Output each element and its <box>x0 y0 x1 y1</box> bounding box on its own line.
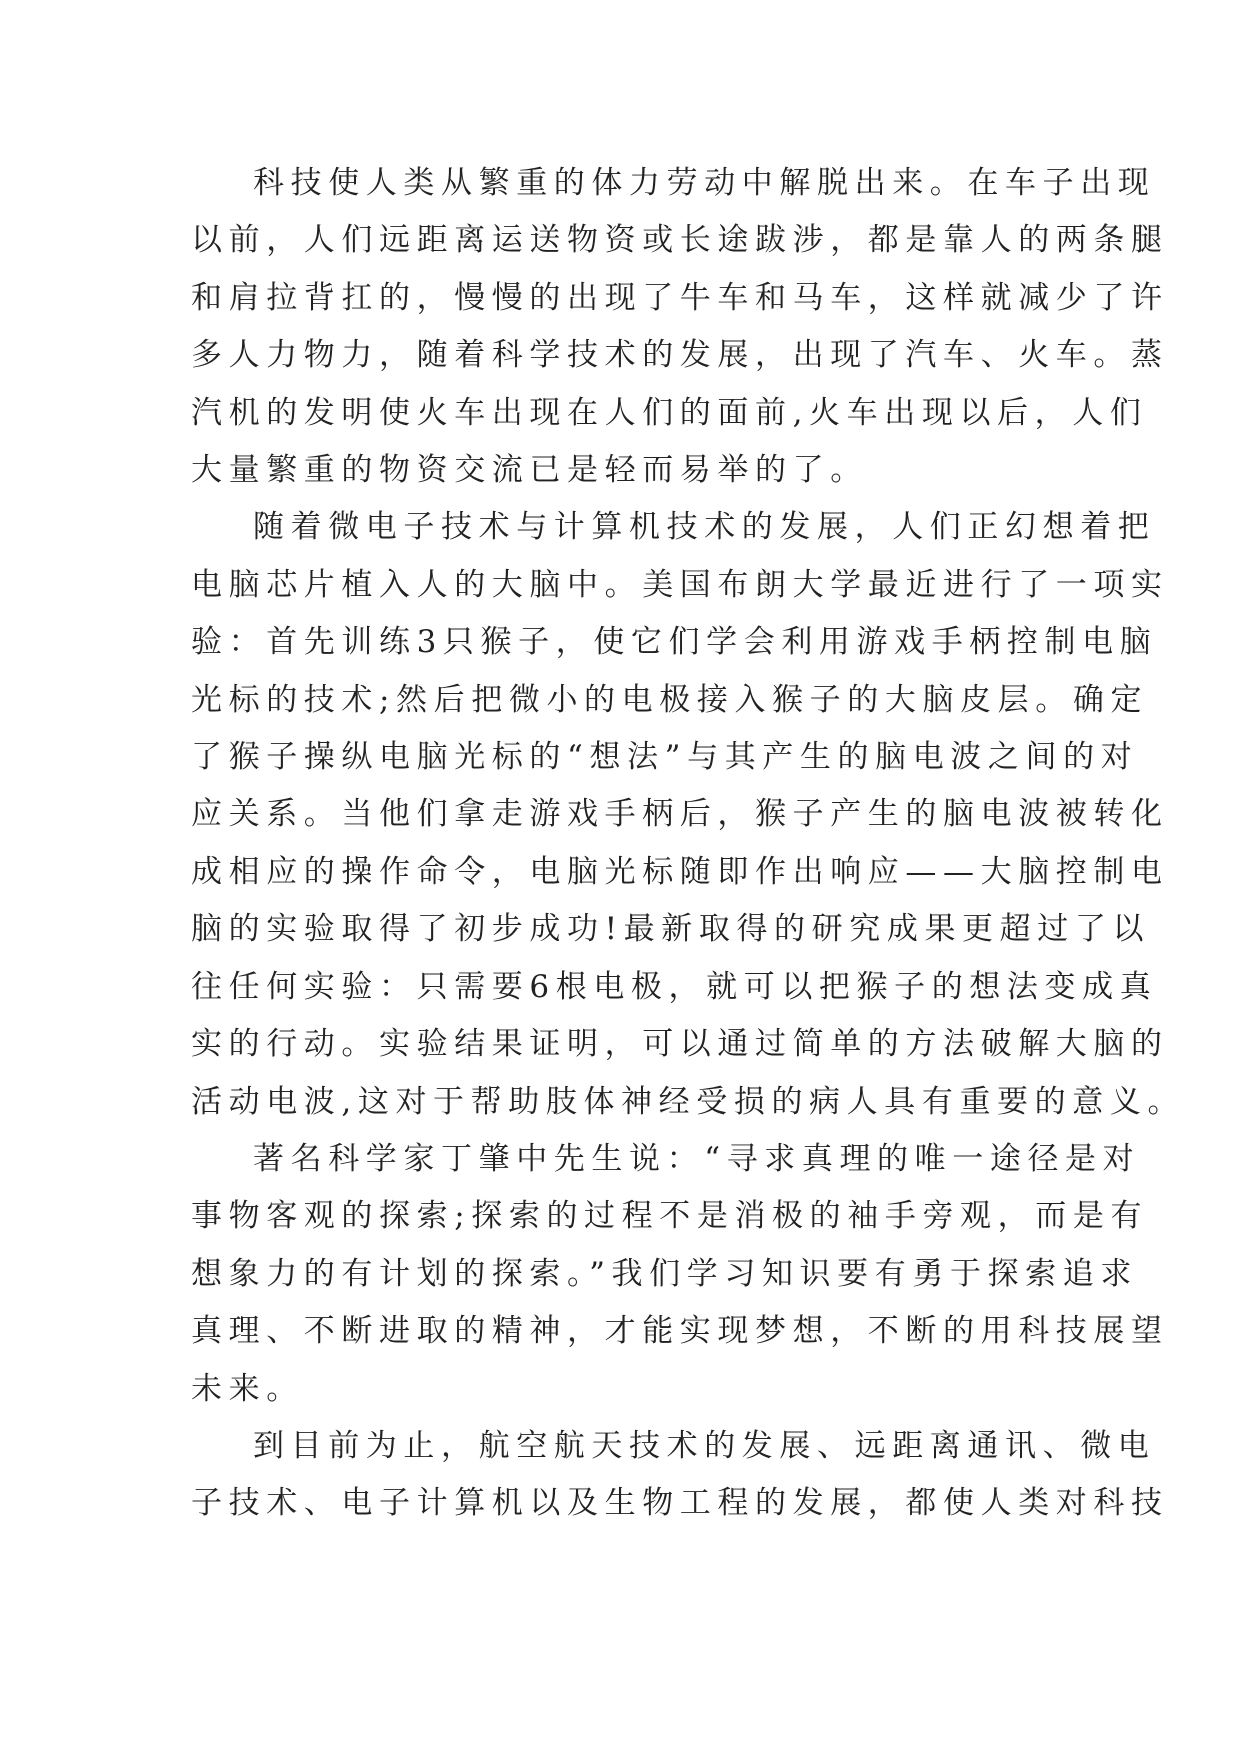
text-line: 了猴子操纵电脑光标的“想法”与其产生的脑电波之间的对 <box>191 739 1139 776</box>
text-line: 著名科学家丁肇中先生说：“寻求真理的唯一途径是对 <box>253 1140 1141 1177</box>
text-line: 多人力物力，随着科学技术的发展，出现了汽车、火车。蒸 <box>191 337 1169 374</box>
text-line: 未来。 <box>191 1370 304 1407</box>
text-line: 和肩拉背扛的，慢慢的出现了牛车和马车，这样就减少了许 <box>191 279 1169 316</box>
document-body <box>191 155 1186 1533</box>
text-line: 光标的技术;然后把微小的电极接入猴子的大脑皮层。确定 <box>191 681 1149 718</box>
text-line: 电脑芯片植入人的大脑中。美国布朗大学最近进行了一项实 <box>191 566 1169 603</box>
text-line: 脑的实验取得了初步成功!最新取得的研究成果更超过了以 <box>191 911 1151 948</box>
text-line: 以前，人们远距离运送物资或长途跋涉，都是靠人的两条腿 <box>191 222 1169 259</box>
text-line: 到目前为止，航空航天技术的发展、远距离通讯、微电 <box>253 1427 1156 1464</box>
text-line: 科技使人类从繁重的体力劳动中解脱出来。在车子出现 <box>253 165 1156 201</box>
paragraph-4 <box>191 1418 1169 1533</box>
text-line: 应关系。当他们拿走游戏手柄后，猴子产生的脑电波被转化 <box>191 796 1169 833</box>
paragraph-1 <box>191 155 1169 499</box>
text-line: 汽机的发明使火车出现在人们的面前,火车出现以后，人们 <box>191 394 1148 431</box>
text-line: 活动电波,这对于帮助肢体神经受损的病人具有重要的意义。 <box>191 1083 1186 1120</box>
text-line: 成相应的操作命令，电脑光标随即作出响应——大脑控制电 <box>191 853 1169 890</box>
text-line: 真理、不断进取的精神，才能实现梦想，不断的用科技展望 <box>191 1313 1169 1350</box>
paragraph-2 <box>191 499 1186 1130</box>
text-line: 验：首先训练3只猴子，使它们学会利用游戏手柄控制电脑 <box>191 624 1158 661</box>
paragraph-3 <box>191 1131 1169 1418</box>
text-line: 往任何实验：只需要6根电极，就可以把猴子的想法变成真 <box>191 968 1158 1005</box>
text-line: 想象力的有计划的探索。”我们学习知识要有勇于探索追求 <box>191 1255 1138 1292</box>
text-line: 事物客观的探索;探索的过程不是消极的袖手旁观，而是有 <box>191 1198 1149 1235</box>
text-line: 随着微电子技术与计算机技术的发展，人们正幻想着把 <box>253 509 1156 546</box>
text-line: 实的行动。实验结果证明，可以通过简单的方法破解大脑的 <box>191 1026 1169 1063</box>
text-line: 大量繁重的物资交流已是轻而易举的了。 <box>191 452 868 489</box>
text-line: 子技术、电子计算机以及生物工程的发展，都使人类对科技 <box>191 1485 1169 1522</box>
